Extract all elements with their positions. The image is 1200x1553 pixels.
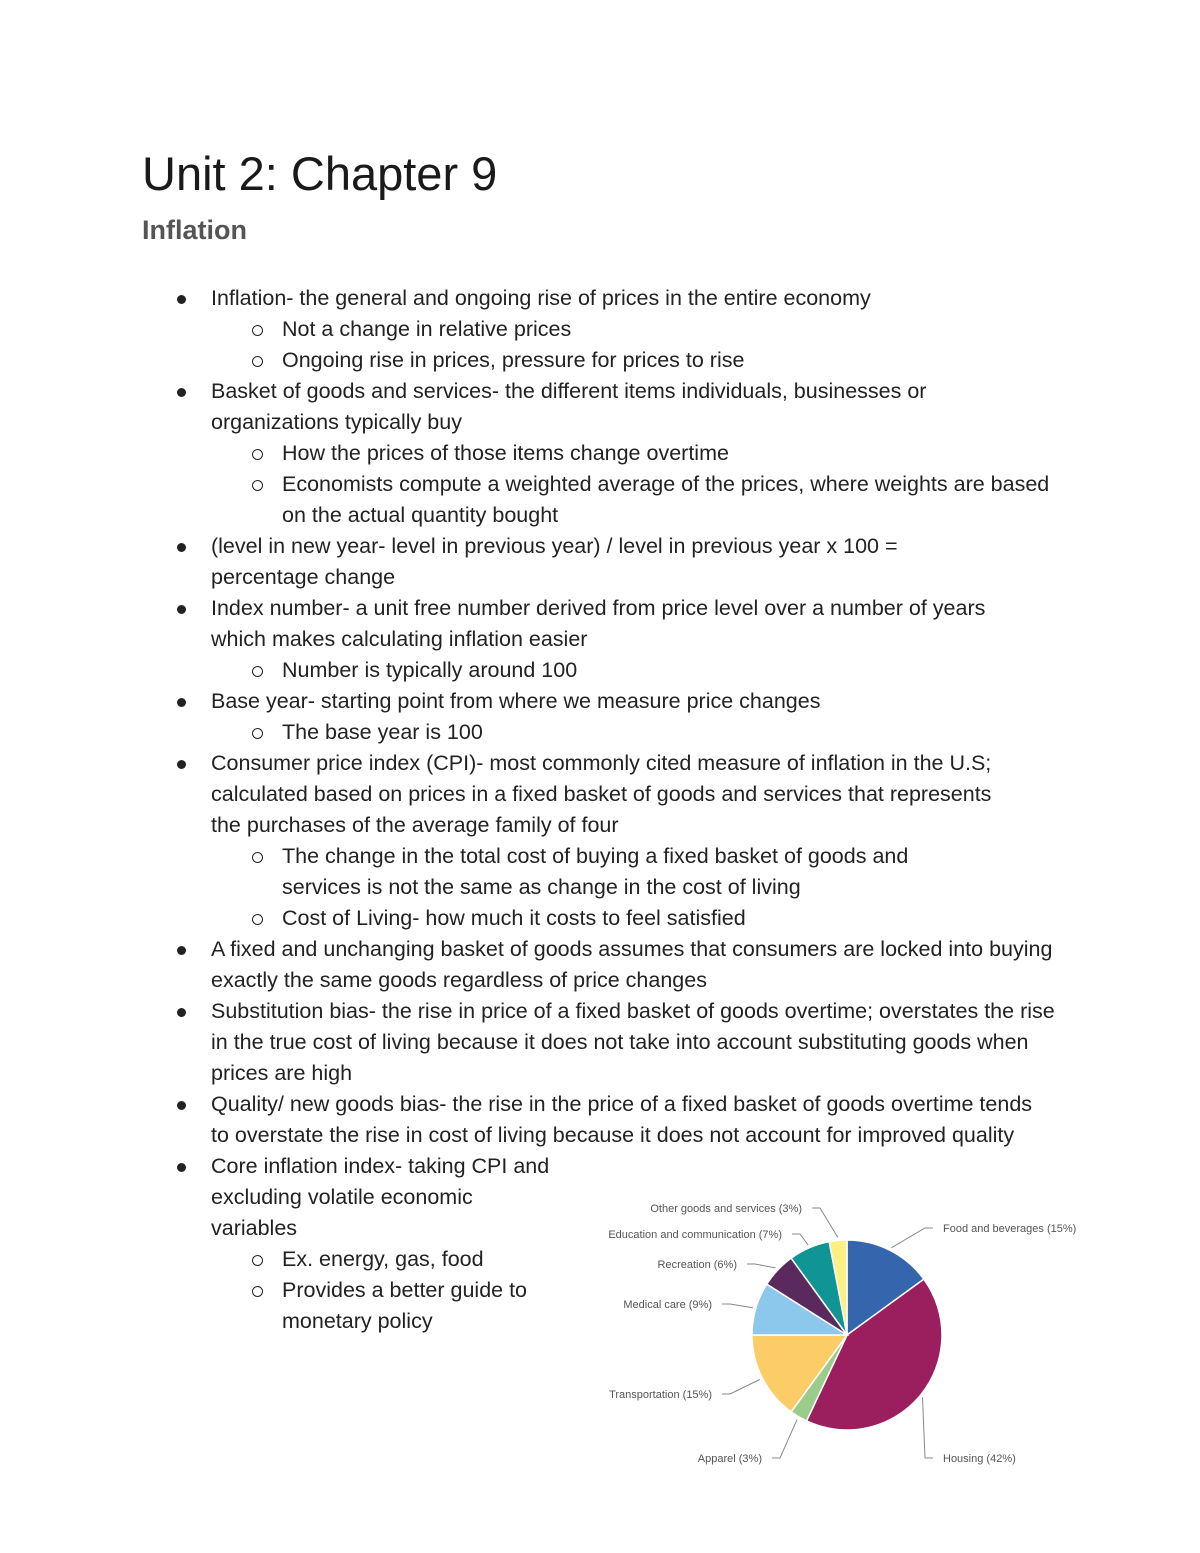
list-item-text: Substitution bias- the rise in price of a fixed basket of goods overtime; overstates the rise in the true cost of living because it does not take into account substituting goods when prices are high — [211, 999, 1055, 1085]
list-item-text: The change in the total cost of buying a fixed basket of goods and services is not the same as change in the cost of living — [282, 844, 909, 899]
list-item-text: Index number- a unit free number derived from price level over a number of years which makes calculating inflation easier — [211, 596, 986, 651]
list-item-text: Economists compute a weighted average of the prices, where weights are based on the actual quantity bought — [282, 472, 1050, 527]
list-item — [211, 376, 1200, 438]
pie-slice-label: Apparel (3%) — [697, 1453, 762, 1465]
list-item — [211, 283, 1200, 314]
pie-leader-line — [812, 1208, 838, 1237]
pie-slice-label: Recreation (6%) — [657, 1259, 737, 1271]
list-item — [211, 996, 1200, 1089]
list-item-text: Provides a better guide to monetary policy — [282, 1278, 528, 1333]
list-item — [282, 903, 1200, 934]
pie-slice-label: Medical care (9%) — [623, 1299, 712, 1311]
pie-leader-line — [772, 1419, 797, 1458]
list-item — [211, 748, 1200, 841]
pie-leader-line — [923, 1398, 934, 1459]
page-title: Unit 2: Chapter 9 — [142, 147, 498, 200]
list-item — [282, 469, 1200, 531]
list-item-text: Number is typically around 100 — [282, 658, 578, 682]
list-item-text: A fixed and unchanging basket of goods assumes that consumers are locked into buying exactly the same goods regardless of price changes — [211, 937, 1053, 992]
pie-slice-label: Food and beverages (15%) — [943, 1223, 1077, 1235]
pie-slice-label: Other goods and services (3%) — [650, 1203, 802, 1215]
pie-chart-svg — [590, 1192, 1090, 1472]
list-item — [211, 531, 1200, 593]
list-item-text: Not a change in relative prices — [282, 317, 572, 341]
pie-slice-label: Housing (42%) — [943, 1453, 1016, 1465]
list-item — [282, 314, 1200, 345]
list-item — [282, 841, 1200, 903]
list-item-text: Core inflation index- taking CPI and excluding volatile economic variables — [211, 1154, 550, 1240]
list-item — [282, 655, 1200, 686]
list-item-text: Cost of Living- how much it costs to feel satisfied — [282, 906, 746, 930]
list-item — [211, 1089, 1200, 1151]
list-item-text: Ex. energy, gas, food — [282, 1247, 484, 1271]
list-item — [211, 593, 1200, 655]
pie-leader-line — [892, 1228, 934, 1248]
pie-leader-line — [722, 1304, 753, 1308]
list-item-text: Quality/ new goods bias- the rise in the price of a fixed basket of goods overtime tends to overstate the rise in cost of living because it does not account for improved quality — [211, 1092, 1033, 1147]
list-item — [282, 345, 1200, 376]
list-item-text: How the prices of those items change overtime — [282, 441, 729, 465]
list-item — [282, 717, 1200, 748]
pie-slice-label: Transportation (15%) — [609, 1389, 712, 1401]
pie-leader-line — [792, 1234, 808, 1245]
list-item-text: Ongoing rise in prices, pressure for prices to rise — [282, 348, 745, 372]
pie-leader-line — [747, 1264, 776, 1268]
list-item-text: Base year- starting point from where we measure price changes — [211, 689, 821, 713]
list-item — [211, 934, 1200, 996]
list-item-text: Basket of goods and services- the different items individuals, businesses or organizations typically buy — [211, 379, 927, 434]
list-item-text: Inflation- the general and ongoing rise of prices in the entire economy — [211, 286, 871, 310]
list-item — [211, 686, 1200, 717]
pie-slice-label: Education and communication (7%) — [608, 1229, 782, 1241]
section-heading: Inflation — [142, 215, 247, 245]
cpi-pie-chart — [590, 1192, 1090, 1472]
pie-leader-line — [722, 1380, 760, 1395]
list-item-text: The base year is 100 — [282, 720, 483, 744]
bullet-list — [0, 283, 1200, 1337]
list-item — [282, 438, 1200, 469]
list-item-text: (level in new year- level in previous year) / level in previous year x 100 = percentage change — [211, 534, 898, 589]
list-item-text: Consumer price index (CPI)- most commonly cited measure of inflation in the U.S; calculated based on prices in a fixed basket of goods and services that represents the purchases of the average family of four — [211, 751, 992, 837]
